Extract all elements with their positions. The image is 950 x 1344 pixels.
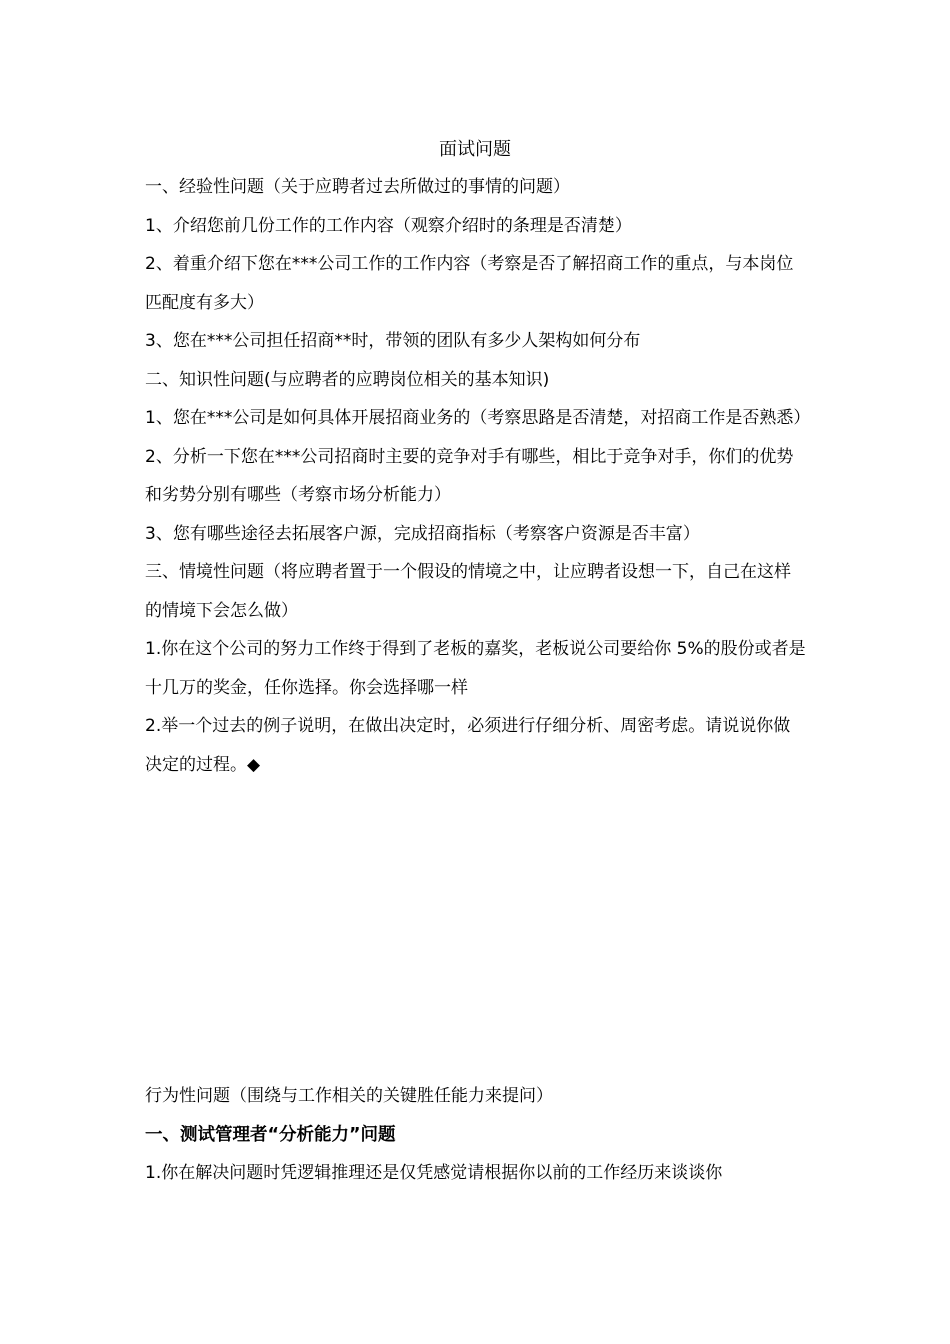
question-list-part-two: [145, 1077, 807, 1193]
page-title: 面试问题: [439, 139, 511, 160]
question-item: 2.举一个过去的例子说明，在做出决定时，必须进行仔细分析、周密考虑。请说说你做决定的过程。◆: [145, 716, 791, 775]
section-heading-experience: 一、经验性问题（关于应聘者过去所做过的事情的问题）: [145, 177, 570, 197]
subheading-analysis-ability: 一、测试管理者“分析能力”问题: [145, 1124, 396, 1145]
question-list-part-one: [145, 168, 811, 784]
question-item: 1、您在***公司是如何具体开展招商业务的（考察思路是否清楚，对招商工作是否熟悉）: [145, 408, 811, 428]
question-item: 2、分析一下您在***公司招商时主要的竞争对手有哪些，相比于竞争对手，你们的优势和劣势分别有哪些（考察市场分析能力）: [145, 446, 794, 505]
section-heading-situational: 三、情境性问题（将应聘者置于一个假设的情境之中，让应聘者设想一下，自己在这样的情境下会怎么做）: [145, 562, 791, 621]
question-item: 2、着重介绍下您在***公司工作的工作内容（考察是否了解招商工作的重点，与本岗位匹配度有多大）: [145, 254, 794, 313]
question-item: 3、您有哪些途径去拓展客户源，完成招商指标（考察客户资源是否丰富）: [145, 523, 700, 544]
question-item: 1.你在这个公司的努力工作终于得到了老板的嘉奖，老板说公司要给你 5%的股份或者是十几万的奖金，任你选择。你会选择哪一样: [145, 639, 806, 698]
question-item: 3、您在***公司担任招商**时，带领的团队有多少人架构如何分布: [145, 331, 641, 351]
question-item: 1.你在解决问题时凭逻辑推理还是仅凭感觉请根据你以前的工作经历来谈谈你: [145, 1163, 723, 1183]
section-heading-behavioral: 行为性问题（围绕与工作相关的关键胜任能力来提问）: [145, 1086, 553, 1106]
section-heading-knowledge: 二、知识性问题(与应聘者的应聘岗位相关的基本知识): [145, 369, 550, 390]
question-item: 1、介绍您前几份工作的工作内容（观察介绍时的条理是否清楚）: [145, 215, 632, 236]
